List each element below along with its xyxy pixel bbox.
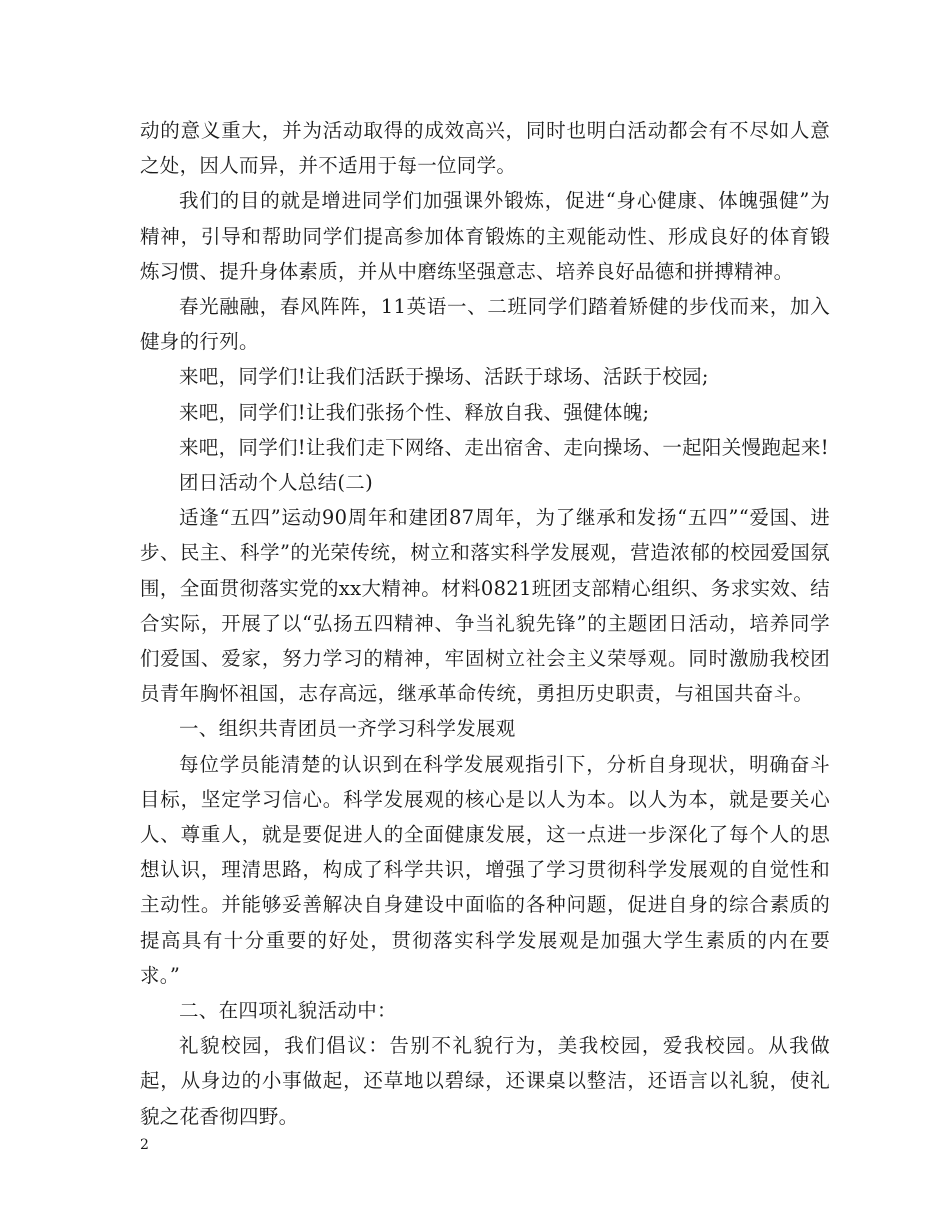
body-text — [140, 113, 830, 1134]
paragraph-science: 每位学员能清楚的认识到在科学发展观指引下，分析自身现状，明确奋斗目标，坚定学习信心。科学发展观的核心是以人为本。以人为本，就是要关心人、尊重人，就是要促进人的全面健康发展，这一点进一步深化了每个人的思想认识，理清思路，构成了科学共识，增强了学习贯彻科学发展观的自觉性和主动性。并能够妥善解决自身建设中面临的各种问题，促进自身的综合素质的提高具有十分重要的好处，贯彻落实科学发展观是加强大学生素质的内在要求。” — [140, 752, 830, 987]
paragraph-call-1: 来吧，同学们!让我们活跃于操场、活跃于球场、活跃于校园; — [179, 365, 709, 389]
heading-two: 二、在四项礼貌活动中： — [179, 999, 397, 1023]
paragraph-purpose: 我们的目的就是增进同学们加强课外锻炼，促进“身心健康、体魄强健”为精神，引导和帮助同学们提高参加体育锻炼的主观能动性、形成良好的体育锻炼习惯、提升身体素质，并从中磨练坚强意志、培养良好品德和拼搏精神。 — [140, 189, 830, 283]
paragraph-courtesy: 礼貌校园，我们倡议：告别不礼貌行为，美我校园，爱我校园。从我做起，从身边的小事做起，还草地以碧绿，还课桌以整洁，还语言以礼貌，使礼貌之花香彻四野。 — [140, 1034, 830, 1128]
paragraph-call-2: 来吧，同学们!让我们张扬个性、释放自我、强健体魄; — [179, 400, 650, 424]
paragraph-spring: 春光融融，春风阵阵，11英语一、二班同学们踏着矫健的步伐而来，加入健身的行列。 — [140, 295, 830, 354]
paragraph-call-3: 来吧，同学们!让我们走下网络、走出宿舍、走向操场、一起阳关慢跑起来! — [179, 435, 829, 459]
section-title: 团日活动个人总结(二) — [179, 471, 374, 495]
paragraph-intro: 适逢“五四”运动90周年和建团87周年，为了继承和发扬“五四”“爱国、进步、民主、科学”的光荣传统，树立和落实科学发展观，营造浓郁的校园爱国氛围，全面贯彻落实党的xx大精神。材料0821班团支部精心组织、务求实效、结合实际，开展了以“弘扬五四精神、争当礼貌先锋”的主题团日活动，培养同学们爱国、爱家，努力学习的精神，牢固树立社会主义荣辱观。同时激励我校团员青年胸怀祖国，志存高远，继承革命传统，勇担历史职责，与祖国共奋斗。 — [140, 506, 830, 706]
paragraph-continuation: 动的意义重大，并为活动取得的成效高兴，同时也明白活动都会有不尽如人意之处，因人而异，并不适用于每一位同学。 — [140, 119, 830, 178]
page-number: 2 — [140, 1137, 149, 1153]
heading-one: 一、组织共青团员一齐学习科学发展观 — [179, 717, 516, 741]
